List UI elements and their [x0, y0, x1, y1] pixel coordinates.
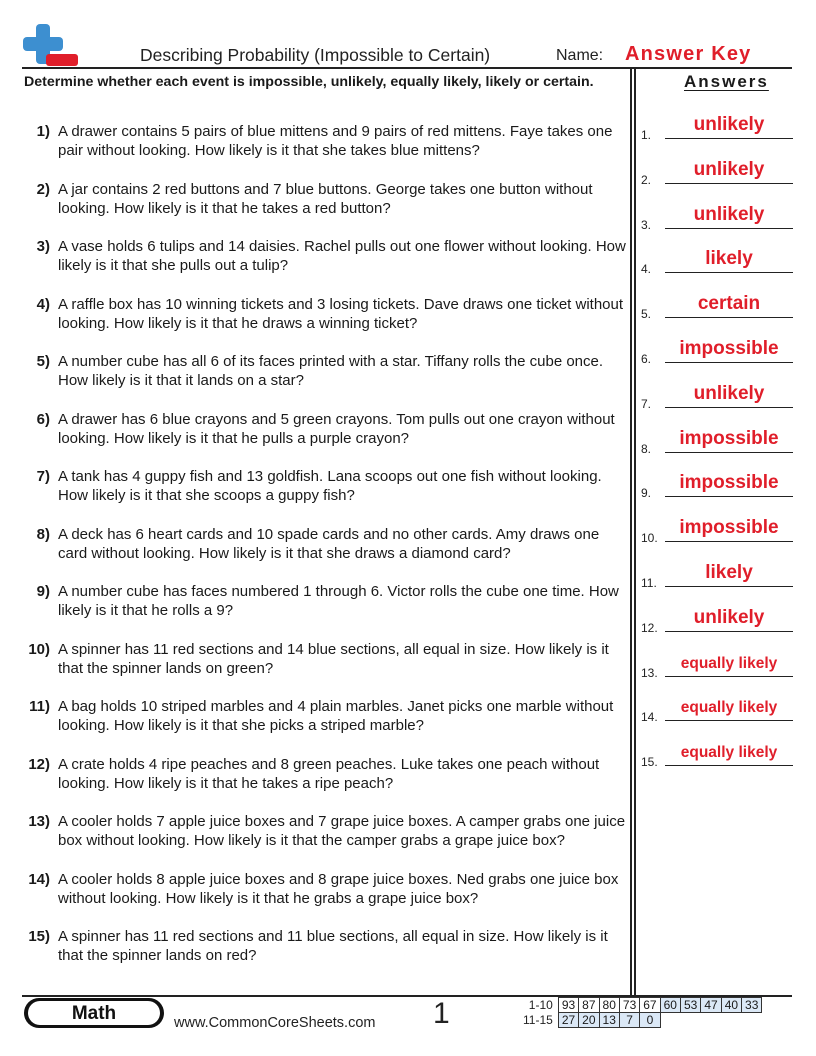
answer-item	[641, 114, 793, 142]
subject-badge	[24, 998, 164, 1028]
answer-value: equally likely	[680, 654, 778, 672]
score-table	[520, 997, 762, 1028]
question-number: 11)	[29, 698, 50, 715]
subject-label: Math	[28, 1001, 160, 1025]
score-cell: 40	[721, 998, 741, 1013]
answer-number: 13.	[641, 665, 658, 680]
answer-item	[641, 653, 793, 680]
answer-number: 8.	[641, 441, 652, 456]
question-text: A spinner has 11 red sections and 11 blue sections, all equal in size. How likely is it that the spinner lands on red?	[58, 928, 608, 964]
question-text: A number cube has all 6 of its faces printed with a star. Tiffany rolls the cube once. How likely is it that it lands on a star?	[58, 353, 604, 389]
answer-value: likely	[705, 248, 753, 270]
score-cell: 13	[599, 1013, 619, 1028]
instructions: Determine whether each event is impossible, unlikely, equally likely, likely or certain.	[24, 74, 594, 90]
answer-number: 1.	[641, 128, 652, 142]
answer-value: unlikely	[693, 203, 765, 225]
name-label: Name:	[556, 47, 604, 64]
question-text: A deck has 6 heart cards and 10 spade cards and no other cards. Amy draws one card without looking. How likely is it that she draws a diamond card?	[58, 526, 600, 562]
score-cell: 0	[640, 1013, 660, 1028]
answer-number: 2.	[641, 172, 652, 187]
score-cell: 80	[599, 998, 619, 1013]
answer-number: 4.	[641, 262, 652, 277]
answer-key-label: Answer Key	[625, 43, 752, 65]
answer-number: 15.	[641, 755, 658, 770]
score-cell: 33	[742, 998, 762, 1013]
answer-blank-line	[665, 496, 793, 497]
answer-blank-line	[665, 228, 793, 229]
question-text: A vase holds 6 tulips and 14 daisies. Rachel pulls out one flower without looking. How likely is it that she pulls out a tulip?	[58, 238, 626, 274]
page-number: 1	[433, 997, 450, 1030]
question-text: A cooler holds 7 apple juice boxes and 7 grape juice boxes. A camper grabs one juice box without looking. How likely is it that the camper grabs a grape juice box?	[58, 813, 626, 849]
answer-item	[641, 248, 793, 277]
question-number: 6)	[36, 411, 50, 428]
question-text: A drawer contains 5 pairs of blue mittens and 9 pairs of red mittens. Faye takes one pair without looking. How likely is it that she takes blue mittens?	[58, 123, 613, 159]
answer-item	[641, 472, 793, 501]
score-cell: 67	[640, 998, 660, 1013]
question-number: 8)	[36, 526, 50, 543]
answer-item	[641, 697, 793, 725]
answer-number: 14.	[641, 710, 658, 725]
question-number: 15)	[28, 928, 50, 945]
question-text: A jar contains 2 red buttons and 7 blue buttons. George takes one button without looking. How likely is it that he takes a red button?	[58, 181, 593, 217]
score-row-label: 11-15	[523, 1013, 553, 1027]
header-divider	[22, 67, 792, 69]
answer-value: unlikely	[693, 382, 765, 404]
score-row	[520, 998, 762, 1013]
question-number: 9)	[36, 583, 50, 600]
score-cell: 53	[680, 998, 700, 1013]
answer-value: equally likely	[680, 699, 778, 717]
answer-item	[641, 338, 793, 366]
score-cell: 47	[701, 998, 721, 1013]
answer-blank-line	[665, 362, 793, 363]
question-number: 12)	[28, 756, 50, 773]
score-cell: 93	[558, 998, 578, 1013]
answer-item	[641, 606, 793, 635]
answer-blank-line	[665, 317, 793, 318]
answer-blank-line	[665, 720, 793, 721]
answer-number: 7.	[641, 396, 652, 411]
score-cell: 7	[619, 1013, 639, 1028]
question-text: A crate holds 4 ripe peaches and 8 green peaches. Luke takes one peach without looking. How likely is it that he takes a ripe peach?	[58, 756, 600, 792]
answer-item	[641, 158, 793, 187]
question-text: A drawer has 6 blue crayons and 5 green crayons. Tom pulls out one crayon without looking. How likely is it that he pulls a purple crayon?	[58, 411, 615, 447]
answer-item	[641, 382, 793, 411]
score-cell: 20	[579, 1013, 599, 1028]
answer-number: 12.	[641, 620, 658, 635]
question-number: 10)	[28, 641, 50, 658]
answer-value: unlikely	[693, 606, 765, 628]
answer-number: 11.	[641, 576, 657, 590]
question-number: 1)	[36, 123, 50, 140]
answer-value: equally likely	[680, 744, 778, 762]
answer-blank-line	[665, 541, 793, 542]
logo-icon	[22, 22, 80, 70]
question-text: A cooler holds 8 apple juice boxes and 8 grape juice boxes. Ned grabs one juice box without looking. How likely is it that he grabs a grape juice box?	[58, 871, 619, 907]
answer-number: 6.	[641, 352, 652, 366]
score-row	[520, 1013, 762, 1028]
answer-value: certain	[697, 293, 761, 315]
answer-blank-line	[665, 452, 793, 453]
score-cell: 27	[558, 1013, 578, 1028]
question-text: A number cube has faces numbered 1 through 6. Victor rolls the cube one time. How likely is it that he rolls a 9?	[58, 583, 619, 619]
question-number: 2)	[36, 181, 50, 198]
answer-value: impossible	[679, 517, 779, 539]
column-divider-right	[634, 67, 636, 995]
question-number: 14)	[28, 871, 50, 888]
site-url: www.CommonCoreSheets.com	[174, 1015, 376, 1031]
answer-blank-line	[665, 272, 793, 273]
question-text: A raffle box has 10 winning tickets and 3 losing tickets. Dave draws one ticket without looking. How likely is it that he draws a winning ticket?	[58, 296, 624, 332]
column-divider-left	[630, 67, 632, 995]
answer-blank-line	[665, 586, 793, 587]
answer-blank-line	[665, 183, 793, 184]
answer-value: unlikely	[693, 158, 765, 180]
question-number: 7)	[36, 468, 50, 485]
score-cell: 73	[619, 998, 639, 1013]
answer-blank-line	[665, 765, 793, 766]
question-number: 4)	[36, 296, 50, 313]
answer-blank-line	[665, 138, 793, 139]
score-cell: 60	[660, 998, 680, 1013]
answer-number: 5.	[641, 307, 652, 322]
answer-number: 10.	[641, 531, 658, 546]
answer-value: impossible	[679, 427, 779, 449]
answer-blank-line	[665, 407, 793, 408]
question-text: A spinner has 11 red sections and 14 blue sections, all equal in size. How likely is it that the spinner lands on green?	[58, 641, 609, 677]
answer-item	[641, 203, 793, 232]
answer-blank-line	[665, 631, 793, 632]
question-text: A tank has 4 guppy fish and 13 goldfish. Lana scoops out one fish without looking. How likely is it that she scoops a guppy fish?	[58, 468, 602, 504]
answer-value: unlikely	[693, 114, 765, 135]
answer-number: 3.	[641, 217, 652, 232]
answer-blank-line	[665, 676, 793, 677]
answer-item	[641, 517, 793, 546]
answer-value: impossible	[679, 472, 779, 494]
question-number: 3)	[36, 238, 50, 255]
answer-value: impossible	[679, 338, 779, 359]
answers-heading: Answers	[684, 72, 769, 91]
answer-value: likely	[705, 562, 753, 583]
answer-item	[641, 742, 793, 770]
answer-item	[641, 562, 793, 590]
answer-item	[641, 293, 793, 322]
answer-item	[641, 427, 793, 456]
question-number: 5)	[36, 353, 50, 370]
score-cell: 87	[579, 998, 599, 1013]
worksheet-title: Describing Probability (Impossible to Certain)	[140, 45, 491, 65]
answer-number: 9.	[641, 486, 652, 501]
question-number: 13)	[28, 813, 50, 830]
question-text: A bag holds 10 striped marbles and 4 plain marbles. Janet picks one marble without looking. How likely is it that she picks a striped marble?	[58, 698, 614, 734]
score-row-label: 1-10	[528, 998, 553, 1012]
